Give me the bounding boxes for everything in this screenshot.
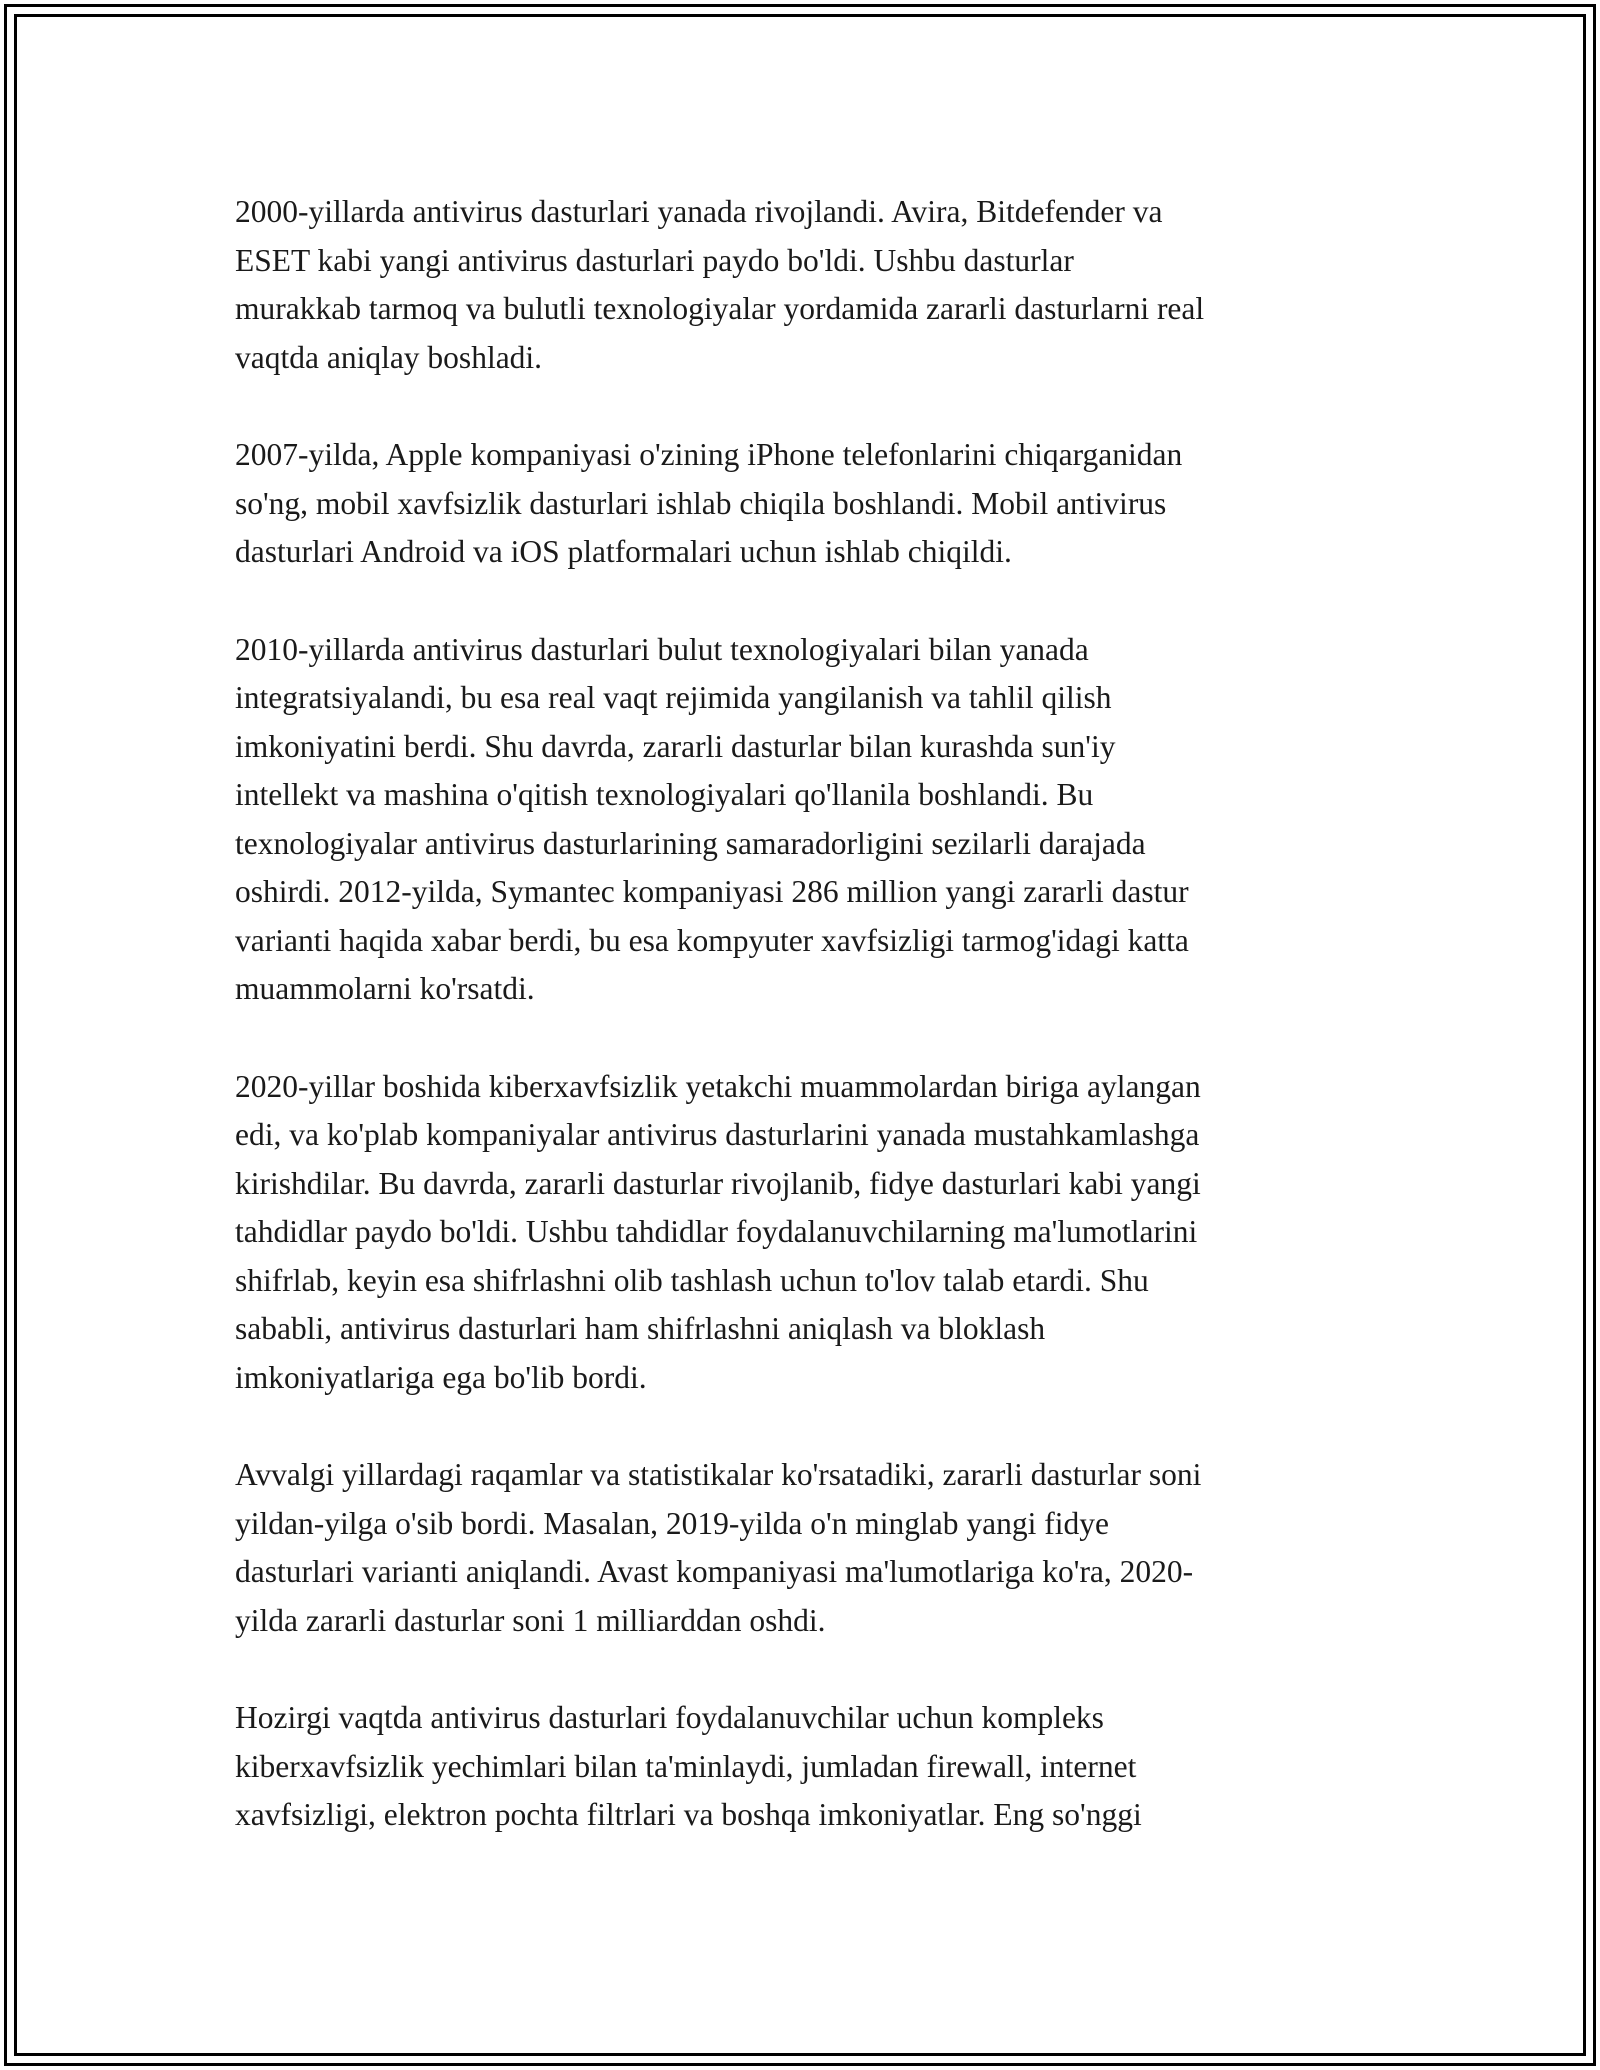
paragraph-2020s: 2020-yillar boshida kiberxavfsizlik yetakchi muammolardan biriga aylangan edi, va ko'plab kompaniyalar antivirus dasturlarini yanada mustahkamlashga kirishdilar. Bu davrda, zararli dasturlar rivojlanib, fidye dasturlari kabi yangi tahdidlar paydo bo'ldi. Ushbu tahdidlar foydalanuvchilarning ma'lumotlarini shifrlab, keyin esa shifrlashni olib tashlash uchun to'lov talab etardi. Shu sababli, antivirus dasturlari ham shifrlashni aniqlash va bloklash imkoniyatlariga ega bo'lib bordi. (235, 1068, 1201, 1395)
paragraph-2000s: 2000-yillarda antivirus dasturlari yanada rivojlandi. Avira, Bitdefender va ESET kabi yangi antivirus dasturlari paydo bo'ldi. Ushbu dasturlar murakkab tarmoq va bulutli texnologiyalar yordamida zararli dasturlarni real vaqtda aniqlay boshladi. (235, 194, 1205, 375)
paragraph-statistics: Avvalgi yillardagi raqamlar va statistikalar ko'rsatadiki, zararli dasturlar soni yildan-yilga o'sib bordi. Masalan, 2019-yilda o'n minglab yangi fidye dasturlari varianti aniqlandi. Avast kompaniyasi ma'lumotlariga ko'ra, 2020- yilda zararli dasturlar soni 1 milliarddan oshdi. (235, 1457, 1202, 1638)
paragraph-2010s: 2010-yillarda antivirus dasturlari bulut texnologiyalari bilan yanada integratsiyalandi, bu esa real vaqt rejimida yangilanish va tahlil qilish imkoniyatini berdi. Shu davrda, zararli dasturlar bilan kurashda sun'iy intellekt va mashina o'qitish texnologiyalari qo'llanila boshlandi. Bu texnologiyalar antivirus dasturlarining samaradorligini sezilarli darajada oshirdi. 2012-yilda, Symantec kompaniyasi 286 million yangi zararli dastur varianti haqida xabar berdi, bu esa kompyuter xavfsizligi tarmog'idagi katta muammolarni ko'rsatdi. (235, 631, 1189, 1006)
document-body (235, 188, 1365, 1889)
paragraph-current: Hozirgi vaqtda antivirus dasturlari foydalanuvchilar uchun kompleks kiberxavfsizlik yechimlari bilan ta'minlaydi, jumladan firewall, internet xavfsizligi, elektron pochta filtrlari va boshqa imkoniyatlar. Eng so'nggi (235, 1700, 1142, 1832)
paragraph-2007: 2007-yilda, Apple kompaniyasi o'zining iPhone telefonlarini chiqarganidan so'ng, mobil xavfsizlik dasturlari ishlab chiqila boshlandi. Mobil antivirus dasturlari Android va iOS platformalari uchun ishlab chiqildi. (235, 437, 1183, 569)
